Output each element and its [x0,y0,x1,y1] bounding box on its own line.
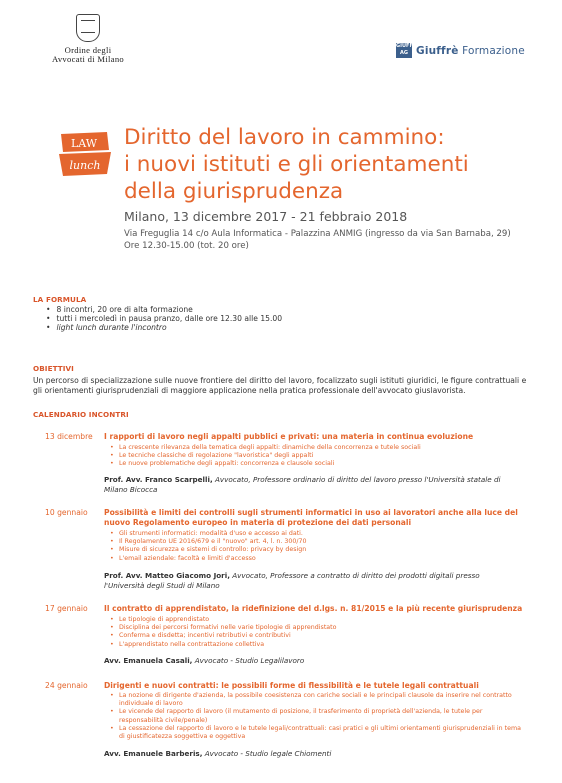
speaker-name: Avv. Emanuela Casali, [104,656,193,665]
event-date: 17 gennaio [45,604,88,613]
speaker-name: Avv. Emanuele Barberis, [104,749,203,758]
topic-item: • Disciplina dei percorsi formativi nelle varie tipologie di apprendistato [110,624,524,632]
topic-item: • L'apprendistato nella contrattazione collettiva [110,641,524,649]
formula-item: • 8 incontri, 20 ore di alta formazione [46,305,282,314]
topic-item: • Le vicende del rapporto di lavoro (il mutamento di posizione, il trasferimento di proprietà dell'azienda, le tutele per responsabilità civile/penale) [110,708,524,724]
obiettivi-heading: OBIETTIVI [33,364,74,373]
event-title: Possibilità e limiti dei controlli sugli strumenti informatici in uso ai lavoratori anche alla luce del nuovo Regolamento europeo in materia di protezione dei dati personali [104,508,518,527]
event-speaker [104,749,518,759]
formula-item: • light lunch durante l'incontro [46,323,282,332]
speaker-role: Avvocato - Studio legale Chiomenti [204,749,332,758]
page-title [124,124,469,205]
formula-heading: LA FORMULA [33,295,87,304]
org-name-line1: Ordine degli [64,45,112,55]
obiettivi-text: Un percorso di specializzazione sulle nuove frontiere del diritto del lavoro, focalizzato sugli istituti giuridici, le figure contrattuali e gli orientamenti giurisprudenziali di maggiore applicazione nella pratica professionale dell'avvocato giuslavorista. [33,376,527,395]
topic-item: • Le tipologie di apprendistato [110,616,524,624]
topic-item: • L'email aziendale: facoltà e limiti d'accesso [110,555,524,563]
org-name-line2: Avvocati di Milano [51,54,125,64]
event-speaker [104,656,518,666]
partner-name-1: Giuffrè [416,44,459,57]
topic-item: • Le tecniche classiche di regolazione "lavoristica" degli appalti [110,452,524,460]
event-date: 24 gennaio [45,681,88,690]
topic-item: • Le nuove problematiche degli appalti: concorrenza e clausole sociali [110,460,524,468]
topic-item: • La crescente rilevanza della tematica degli appalti: dinamiche della concorrenza e tutele sociali [110,444,524,452]
event-topics [110,530,524,563]
event-title: Dirigenti e nuovi contratti: le possibili forme di flessibilità e le tutele legali contrattuali [104,681,479,690]
badge-bottom-text: lunch [69,159,101,172]
topic-item: • Gli strumenti informatici: modalità d'uso e accesso ai dati. [110,530,524,538]
address-line: Via Freguglia 14 c/o Aula Informatica - Palazzina ANMIG (ingresso da via San Barnaba, 29) [124,229,511,239]
event-topics [110,692,524,741]
event-title: I rapporti di lavoro negli appalti pubblici e privati: una materia in continua evoluzione [104,432,474,441]
partner-name-2: Formazione [462,44,525,57]
title-line2: i nuovi istituti e gli orientamenti [124,152,469,177]
event-speaker [104,475,518,495]
formula-item: • tutti i mercoledì in pausa pranzo, dalle ore 12.30 alle 15.00 [46,314,282,323]
topic-item: • Misure di sicurezza e sistemi di controllo: privacy by design [110,546,524,554]
speaker-name: Prof. Avv. Matteo Giacomo Jori, [104,571,230,580]
org-logo [48,14,128,64]
event-dates: Milano, 13 dicembre 2017 - 21 febbraio 2018 [124,209,408,224]
partner-logo-icon: GIUFFRÈ AG [396,43,421,56]
formula-list [46,305,282,332]
event-date: 10 gennaio [45,508,88,517]
event-topics [110,616,524,649]
speaker-role: Avvocato, Professore ordinario di diritto del lavoro presso l'Università statale di Milano Bicocca [104,475,501,494]
event-speaker [104,571,518,591]
topic-item: • Il Regolamento UE 2016/679 e il "nuovo" art. 4, l. n. 300/70 [110,538,524,546]
speaker-role: Avvocato - Studio Legalilavoro [194,656,305,665]
event-address [124,228,511,252]
hours-line: Ore 12.30-15.00 (tot. 20 ore) [124,241,249,251]
badge-top-text: LAW [70,137,98,150]
calendario-heading: CALENDARIO INCONTRI [33,410,129,419]
topic-item: • La nozione di dirigente d'azienda, la possibile coesistenza con cariche sociali e le principali clausole da inserire nel contratto individuale di lavoro [110,692,524,708]
crest-icon [76,14,100,42]
speaker-role: Avvocato, Professore a contratto di diritto dei prodotti digitali presso l'Università degli Studi di Milano [104,571,480,590]
title-line3: della giurisprudenza [124,179,344,204]
law-lunch-badge-icon [57,130,113,178]
event-date: 13 dicembre [45,432,93,441]
speaker-name: Prof. Avv. Franco Scarpelli, [104,475,213,484]
topic-item: • Conferma e disdetta; incentivi retributivi e contributivi [110,632,524,640]
event-title: Il contratto di apprendistato, la ridefinizione del d.lgs. n. 81/2015 e la più recente giurisprudenza [104,604,523,613]
partner-logo [396,43,525,58]
topic-item: • La cessazione del rapporto di lavoro e le tutele legali/contrattuali: casi pratici e gli ultimi orientamenti giurisprudenziali in tema di giustificatezza soggettiva e oggettiva [110,725,524,741]
title-line1: Diritto del lavoro in cammino: [124,125,445,150]
event-topics [110,444,524,469]
